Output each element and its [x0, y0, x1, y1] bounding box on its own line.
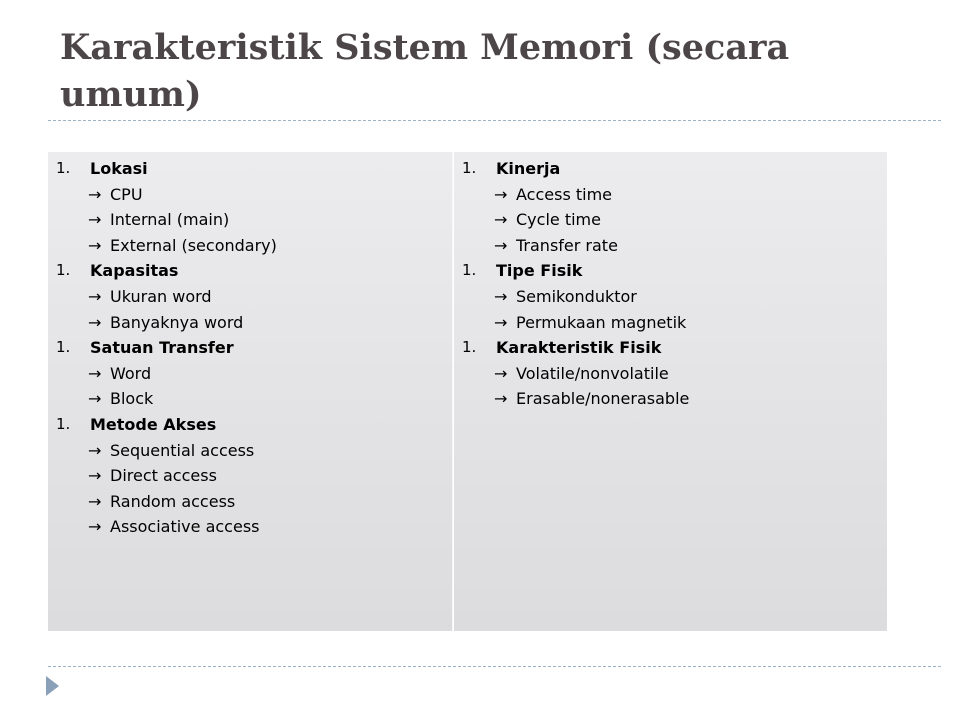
list-item-text: Random access	[110, 491, 236, 511]
list-item-text: Block	[110, 389, 154, 409]
top-divider	[48, 120, 941, 121]
arrow-right-icon: →	[88, 491, 102, 511]
list-item	[454, 386, 887, 412]
arrow-right-icon: →	[494, 389, 508, 409]
list-item-text: Banyaknya word	[110, 312, 244, 332]
list-item-text: Permukaan magnetik	[516, 312, 687, 332]
list-item	[454, 207, 887, 233]
left-column-panel	[48, 152, 453, 631]
list-item	[454, 182, 887, 208]
group-heading: Metode Akses	[90, 414, 217, 434]
list-item-text: Access time	[516, 184, 613, 204]
list-item-text: Transfer rate	[516, 235, 618, 255]
characteristic-group	[48, 412, 452, 540]
list-number: 1.	[462, 159, 477, 177]
group-heading: Lokasi	[90, 159, 148, 178]
list-item	[454, 233, 887, 259]
list-number: 1.	[462, 338, 477, 357]
group-heading: Tipe Fisik	[496, 261, 583, 281]
list-item	[48, 463, 452, 489]
arrow-right-icon: →	[88, 184, 102, 204]
characteristic-group	[454, 258, 887, 335]
arrow-right-icon: →	[494, 363, 508, 383]
arrow-right-icon: →	[494, 312, 508, 332]
list-item	[48, 233, 452, 259]
right-characteristics-list	[454, 152, 887, 412]
bottom-divider	[48, 666, 941, 667]
arrow-right-icon: →	[88, 517, 102, 537]
list-item	[48, 284, 452, 310]
list-item	[454, 310, 887, 336]
list-item	[48, 489, 452, 515]
group-heading: Karakteristik Fisik	[496, 338, 662, 358]
left-characteristics-list	[48, 152, 452, 540]
characteristic-group	[454, 335, 887, 412]
list-item-text: Erasable/nonerasable	[516, 389, 690, 409]
list-item-text: Sequential access	[110, 440, 255, 460]
arrow-right-icon: →	[494, 286, 508, 306]
list-item-text: Word	[110, 363, 152, 383]
list-item	[48, 182, 452, 208]
list-number: 1.	[462, 261, 477, 280]
characteristic-group	[48, 335, 452, 412]
slide-triangle-icon	[46, 676, 59, 696]
list-number: 1.	[56, 159, 71, 177]
right-column-panel	[454, 152, 887, 631]
arrow-right-icon: →	[88, 363, 102, 383]
characteristic-group	[454, 156, 887, 258]
list-item	[48, 207, 452, 233]
arrow-right-icon: →	[88, 440, 102, 460]
list-item	[48, 514, 452, 540]
list-number: 1.	[56, 338, 71, 357]
arrow-right-icon: →	[88, 235, 102, 255]
list-item-text: CPU	[110, 184, 143, 204]
arrow-right-icon: →	[88, 312, 102, 332]
arrow-right-icon: →	[88, 466, 102, 486]
arrow-right-icon: →	[88, 286, 102, 306]
group-heading: Kinerja	[496, 159, 561, 178]
characteristic-group	[48, 156, 452, 258]
list-item-text: Volatile/nonvolatile	[516, 363, 669, 383]
slide-title: Karakteristik Sistem Memori (secara umum)	[60, 27, 790, 115]
group-heading: Kapasitas	[90, 261, 179, 281]
list-item	[48, 386, 452, 412]
arrow-right-icon: →	[88, 210, 102, 230]
group-heading: Satuan Transfer	[90, 338, 234, 358]
list-item	[454, 284, 887, 310]
arrow-right-icon: →	[494, 210, 508, 230]
characteristic-group	[48, 258, 452, 335]
list-item-text: External (secondary)	[110, 235, 277, 255]
list-item	[454, 361, 887, 387]
list-item-text: Internal (main)	[110, 210, 230, 230]
list-item	[48, 310, 452, 336]
arrow-right-icon: →	[88, 389, 102, 409]
list-item-text: Direct access	[110, 466, 217, 486]
list-number: 1.	[56, 414, 71, 433]
list-item-text: Associative access	[110, 517, 260, 537]
list-item-text: Semikonduktor	[516, 286, 637, 306]
arrow-right-icon: →	[494, 184, 508, 204]
list-item	[48, 438, 452, 464]
list-item	[48, 361, 452, 387]
list-item-text: Cycle time	[516, 210, 601, 230]
list-item-text: Ukuran word	[110, 286, 212, 306]
list-number: 1.	[56, 261, 71, 280]
arrow-right-icon: →	[494, 235, 508, 255]
